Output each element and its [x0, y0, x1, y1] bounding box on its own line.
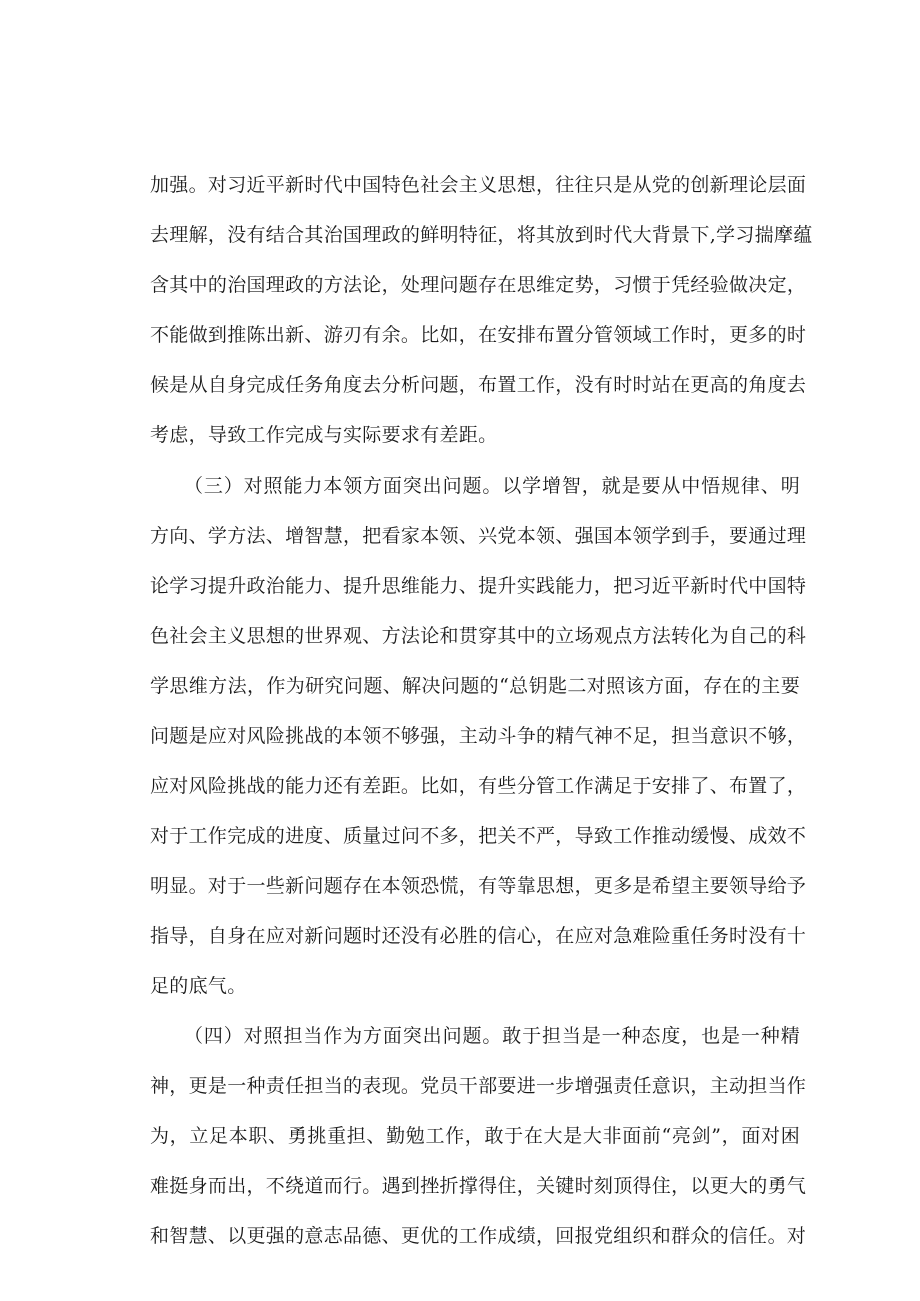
text-line: 问题是应对风险挑战的本领不够强，主动斗争的精气神不足，担当意识不够，: [150, 725, 807, 747]
text-line: 明显。对于一些新问题存在本领恐慌，有等靠思想，更多是希望主要领导给予: [150, 875, 807, 897]
text-line: 应对风险挑战的能力还有差距。比如，有些分管工作满足于安排了、布置了，: [150, 775, 807, 797]
text-line: 难挺身而出，不绕道而行。遇到挫折撑得住，关键时刻顶得住，以更大的勇气: [150, 1175, 807, 1197]
section-heading-line: （三）对照能力本领方面突出问题。以学增智，就是要从中悟规律、明: [184, 475, 800, 497]
section-heading-line: （四）对照担当作为方面突出问题。敢于担当是一种态度，也是一种精: [184, 1025, 800, 1047]
text-line: 指导，自身在应对新问题时还没有必胜的信心，在应对急难险重任务时没有十: [150, 925, 807, 947]
text-line: 对于工作完成的进度、质量过问不多，把关不严，导致工作推动缓慢、成效不: [150, 825, 807, 847]
text-line: 神，更是一种责任担当的表现。党员干部要进一步增强责任意识，主动担当作: [150, 1075, 807, 1097]
text-line: 考虑，导致工作完成与实际要求有差距。: [150, 424, 498, 446]
text-line: 加强。对习近平新时代中国特色社会主义思想，往往只是从党的创新理论层面: [150, 174, 807, 196]
text-line: 不能做到推陈出新、游刃有余。比如，在安排布置分管领域工作时，更多的时: [150, 324, 807, 346]
text-line: 为，立足本职、勇挑重担、勤勉工作，敢于在大是大非面前“亮剑”，面对困: [150, 1125, 800, 1147]
text-line: 去理解，没有结合其治国理政的鲜明特征，将其放到时代大背景下,学习揣摩蕴: [150, 224, 813, 246]
text-line: 色社会主义思想的世界观、方法论和贯穿其中的立场观点方法转化为自己的科: [150, 625, 807, 647]
text-line: 论学习提升政治能力、提升思维能力、提升实践能力，把习近平新时代中国特: [150, 575, 807, 597]
text-line: 候是从自身完成任务角度去分析问题，布置工作，没有时时站在更高的角度去: [150, 374, 807, 396]
text-line: 方向、学方法、增智慧，把看家本领、兴党本领、强国本领学到手，要通过理: [150, 525, 807, 547]
text-line: 足的底气。: [150, 975, 247, 997]
text-line: 学思维方法，作为研究问题、解决问题的“总钥匙二对照该方面，存在的主要: [150, 675, 800, 697]
text-line: 和智慧、以更强的意志品德、更优的工作成绩，回报党组织和群众的信任。对: [150, 1225, 807, 1247]
text-line: 含其中的治国理政的方法论，处理问题存在思维定势，习惯于凭经验做决定，: [150, 274, 807, 296]
